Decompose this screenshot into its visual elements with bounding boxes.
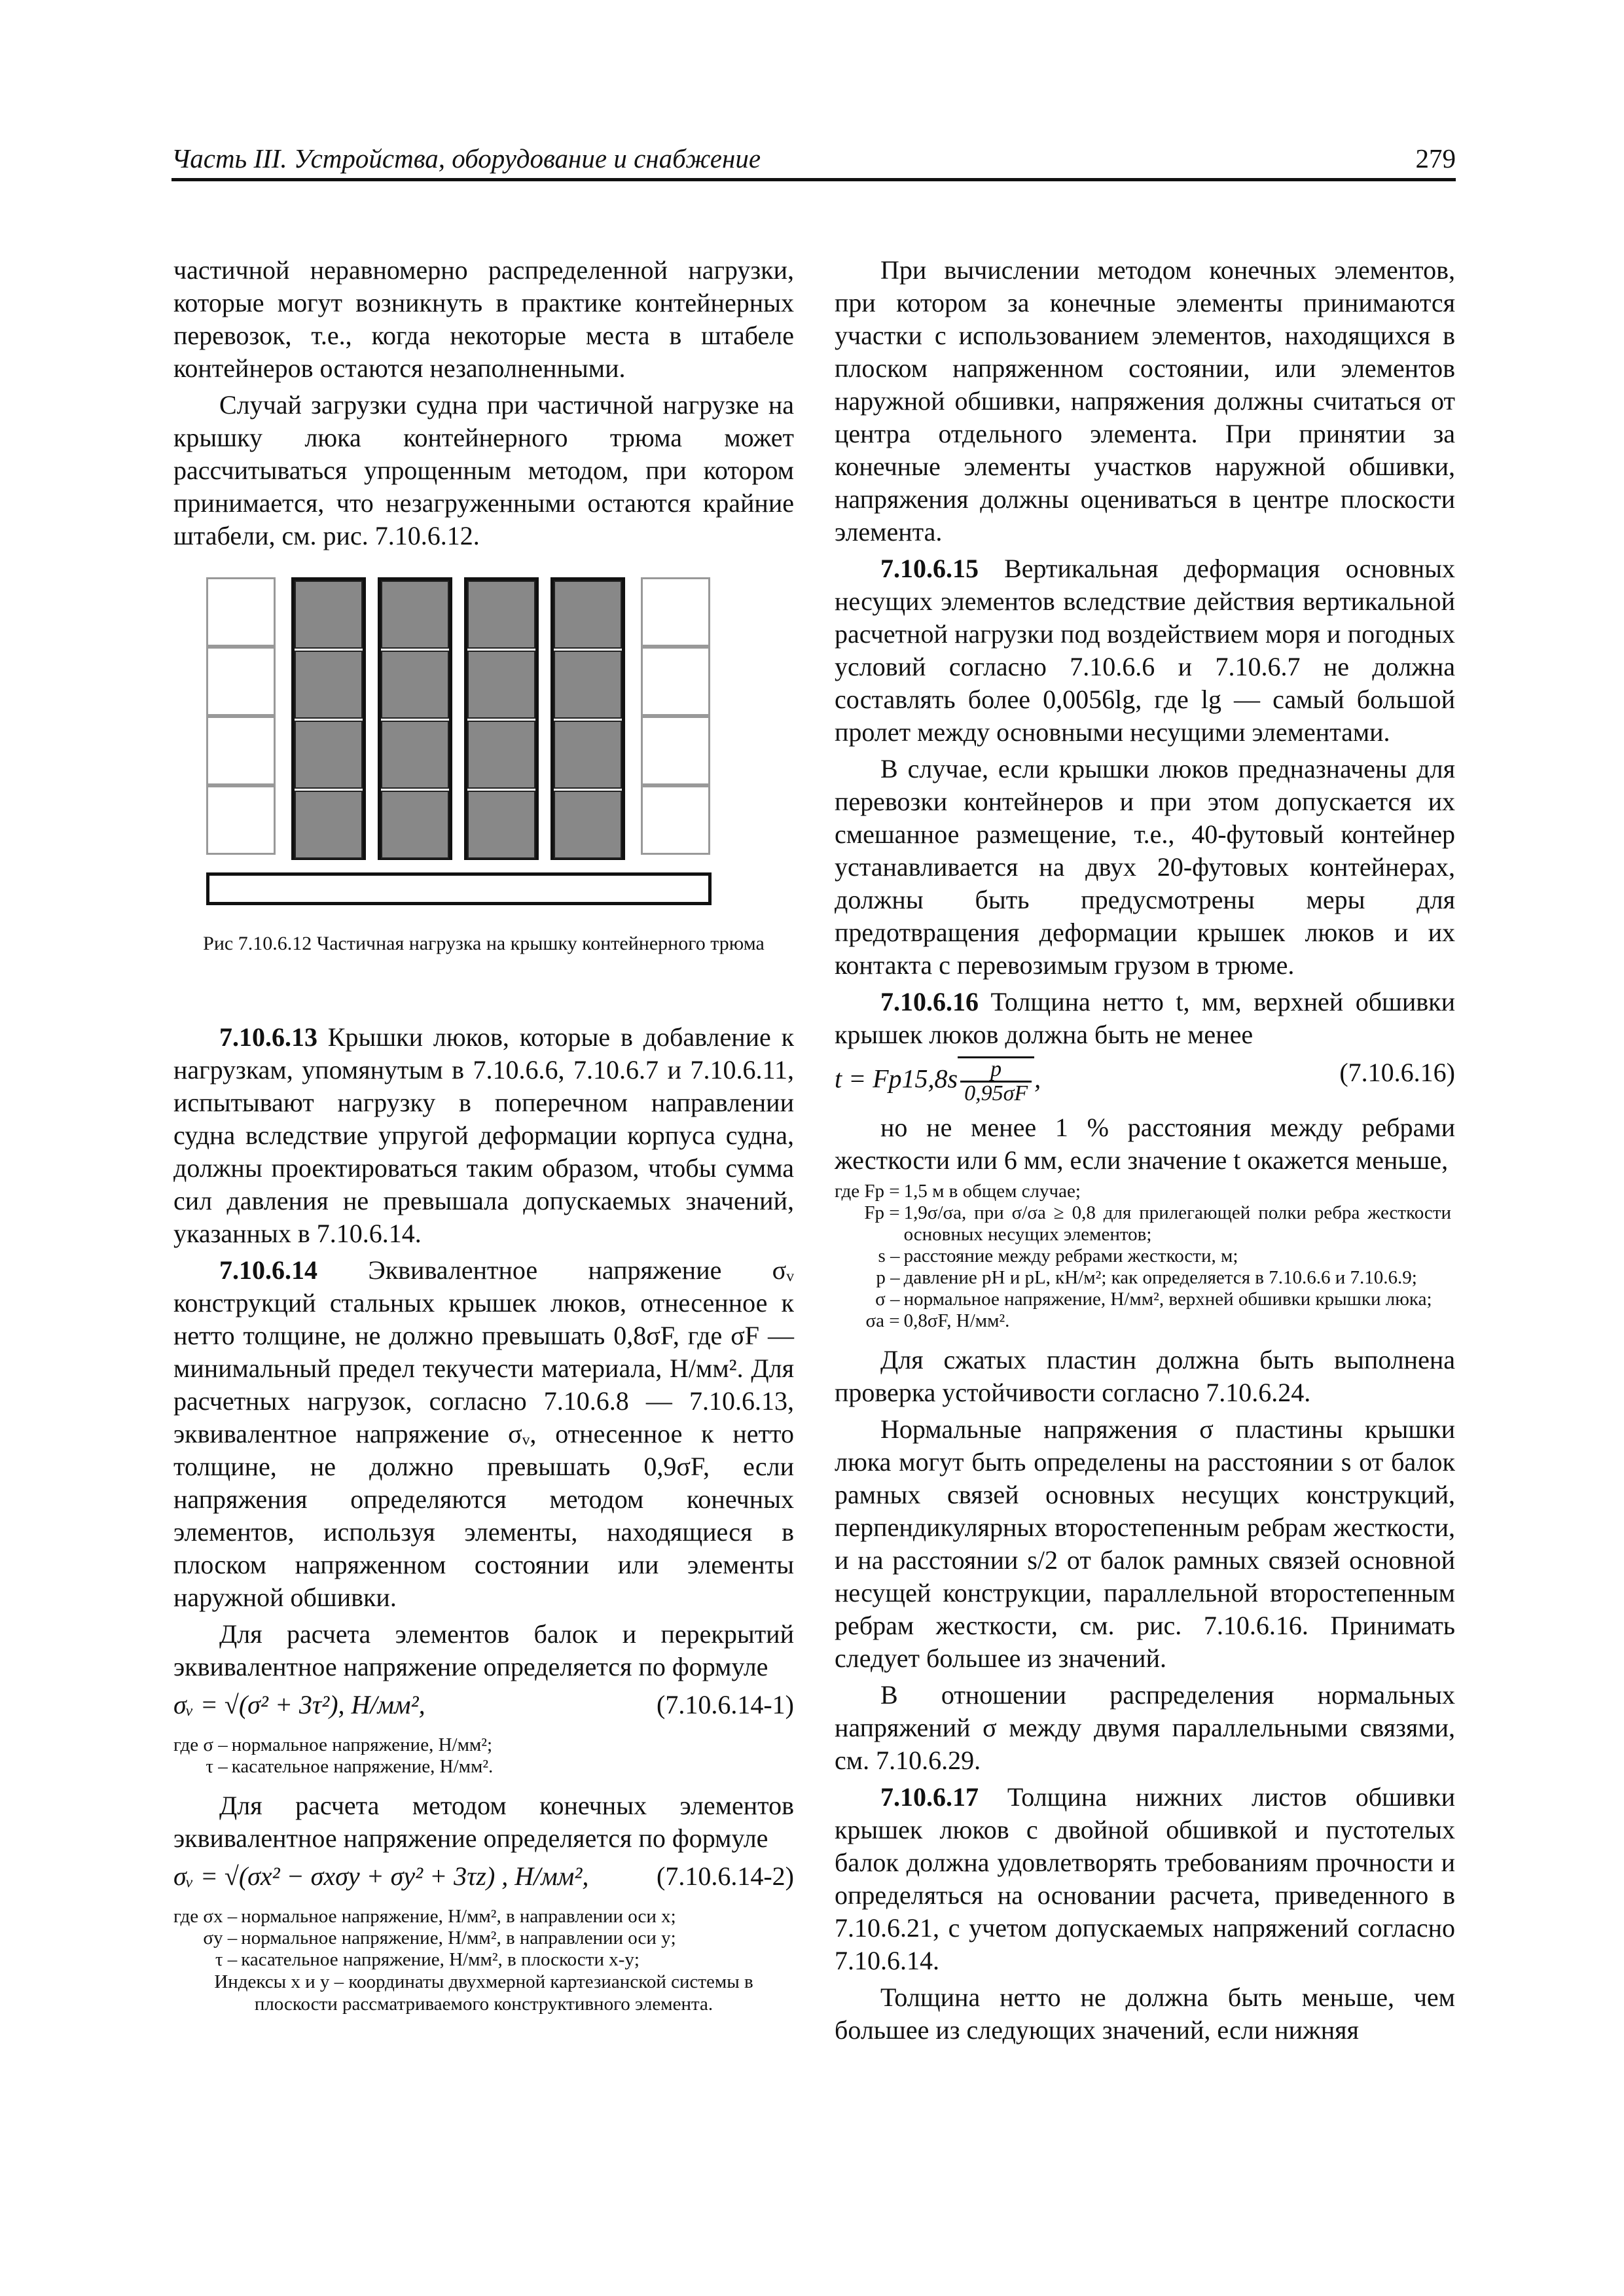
empty-container-cell xyxy=(641,785,710,855)
paragraph: Для расчета элементов балок и перекрытий эквивалентное напряжение определяется по формуле xyxy=(173,1619,794,1681)
formula-7-10-6-14-2 xyxy=(173,1860,794,1897)
clause-number: 7.10.6.15 xyxy=(880,554,979,583)
formula-legend: где σ – нормальное напряжение, Н/мм²; τ – касательное напряжение, Н/мм². xyxy=(173,1734,494,1777)
figure-caption: Рис 7.10.6.12 Частичная нагрузка на крышку контейнерного трюма xyxy=(203,933,765,954)
clause-number: 7.10.6.16 xyxy=(880,987,979,1016)
empty-container-cell xyxy=(206,716,276,785)
empty-container-cell xyxy=(641,647,710,716)
paragraph: Случай загрузки судна при частичной нагрузке на крышку люка контейнерного трюма может рассчитываться упрощенным методом, при котором принимается, что незагруженными остаются крайние штабели, см. рис. 7.10.6.12. xyxy=(173,390,794,550)
paragraph: Для расчета методом конечных элементов эквивалентное напряжение определяется по формуле xyxy=(173,1791,794,1853)
formula-number: (7.10.6.16) xyxy=(1339,1058,1455,1087)
paragraph: В случае, если крышки люков предназначены для перевозки контейнеров и при этом допускается их смешанное размещение, т.е., 40-футовый контейнер устанавливается на двух 20-футовых контейнерах, должны быть предусмотрены меры для предотвращения деформации крышек люков и их контакта с перевозимым грузом в трюме. xyxy=(835,754,1455,980)
formula-expression: t = Fp15,8s $\frac{p}{0,95\sigma F}$ , xyxy=(835,1057,1041,1105)
right-column xyxy=(835,254,1455,2051)
paragraph: Нормальные напряжения σ пластины крышки люка могут быть определены на расстоянии s от балок рамных связей основных несущих конструкций, перпендикулярных второстепенным ребрам жесткости, и на расстоянии s/2 от балок рамных связей основной несущей конструкции, параллельной второстепенным ребрам жесткости, см. рис. 7.10.6.16. Принимать следует большее из значений. xyxy=(835,1414,1455,1673)
empty-container-cell xyxy=(206,577,276,647)
loaded-container-stack xyxy=(550,577,625,860)
formula-7-10-6-14-1 xyxy=(173,1689,794,1725)
paragraph: 7.10.6.14 Эквивалентное напряжение σᵥ конструкций стальных крышек люков, отнесенное к нетто толщине, не должно превышать 0,8σF, где σF — минимальный предел текучести материала, Н/мм². Для расчетных нагрузок, согласно 7.10.6.8 — 7.10.6.13, эквивалентное напряжение σᵥ, отнесенное к нетто толщине, не должно превышать 0,9σF, если напряжения определяются методом конечных элементов, используя элементы, находящиеся в плоском напряженном состоянии или элементы наружной обшивки. xyxy=(173,1255,794,1612)
paragraph: 7.10.6.15 Вертикальная деформация основных несущих элементов вследствие действия вертикальной расчетной нагрузки под воздействием моря и погодных условий согласно 7.10.6.6 и 7.10.6.7 не должна составлять более 0,0056lg, где lg — самый большой пролет между основными несущими элементами. xyxy=(835,554,1455,747)
loaded-container-stack xyxy=(378,577,452,860)
formula-number: (7.10.6.14-2) xyxy=(657,1861,794,1891)
paragraph: Для сжатых пластин должна быть выполнена проверка устойчивости согласно 7.10.6.24. xyxy=(835,1345,1455,1407)
clause-number: 7.10.6.14 xyxy=(219,1255,317,1285)
formula-note: Индексы x и y – координаты двухмерной картезианской системы в плоскости рассматриваемого конструктивного элемента. xyxy=(214,1971,753,2015)
empty-container-cell xyxy=(641,577,710,647)
clause-number: 7.10.6.13 xyxy=(219,1022,317,1052)
empty-container-cell xyxy=(206,785,276,855)
formula-legend: где Fp = 1,5 м в общем случае; Fp = 1,9σ/σa, при σ/σa ≥ 0,8 для прилегающей полки ребра жесткости основных несущих элементов; s – расстояние между ребрами жесткости, м; p – давление pH и pL, кН/м²; как определяется в 7.10.6.6 и 7.10.6.9; σ – нормальное напряжение, Н/мм², верхней обшивки крышки люка; σa = 0,8σF, Н/мм². xyxy=(835,1181,1451,1331)
paragraph: При вычислении методом конечных элементов, при котором за конечные элементы принимаются участки с использованием элементов, находящихся в плоском напряженном состоянии, или элементов наружной обшивки, напряжения должны считаться от центра отдельного элемента. При принятии за конечные элементы участков наружной обшивки, напряжения должны оцениваться в центре плоскости элемента. xyxy=(835,255,1455,547)
paragraph: но не менее 1 % расстояния между ребрами жесткости или 6 мм, если значение t окажется меньше, xyxy=(835,1113,1455,1175)
paragraph: В отношении распределения нормальных напряжений σ между двумя параллельными связями, см. 7.10.6.29. xyxy=(835,1680,1455,1775)
page-number: 279 xyxy=(1415,143,1456,173)
paragraph: частичной неравномерно распределенной нагрузки, которые могут возникнуть в практике контейнерных перевозок, т.е., когда некоторые места в штабеле контейнеров остаются незаполненными. xyxy=(173,255,794,383)
formula-expression: σᵥ = √(σx² − σxσy + σy² + 3τz) , Н/мм², xyxy=(173,1861,589,1891)
formula-number: (7.10.6.14-1) xyxy=(657,1690,794,1719)
running-title: Часть III. Устройства, оборудование и снабжение xyxy=(171,143,761,173)
paragraph: 7.10.6.16 Толщина нетто t, мм, верхней обшивки крышек люков должна быть не менее xyxy=(835,987,1455,1049)
paragraph: 7.10.6.17 Толщина нижних листов обшивки крышек люков с двойной обшивкой и пустотелых балок должна удовлетворять требованиям прочности и определяться на основании расчета, приведенного в 7.10.6.21, с учетом допускаемых напряжений согласно 7.10.6.14. xyxy=(835,1782,1455,1975)
paragraph: 7.10.6.13 Крышки люков, которые в добавление к нагрузкам, упомянутым в 7.10.6.6, 7.10.6.7 и 7.10.6.11, испытывают нагрузку в поперечном направлении судна вследствие упругой деформации корпуса судна, должны проектироваться таким образом, чтобы сумма сил давления не превышала допускаемых значений, указанных в 7.10.6.14. xyxy=(173,1022,794,1248)
hatch-cover-deck xyxy=(206,872,712,905)
page-header xyxy=(171,145,1456,181)
formula-7-10-6-16 xyxy=(835,1056,1455,1105)
paragraph: Толщина нетто не должна быть меньше, чем большее из следующих значений, если нижняя xyxy=(835,1982,1455,2045)
formula-legend: где σx – нормальное напряжение, Н/мм², в направлении оси x; σy – нормальное напряжение, Н/мм², в направлении оси y; τ – касательное напряжение, Н/мм², в плоскости x-y; Индексы x и y – координаты двухмерной картезианской системы в плоскости рассматриваемого конструктивного элемента. xyxy=(173,1906,794,2015)
clause-number: 7.10.6.17 xyxy=(880,1782,979,1812)
left-column xyxy=(173,254,794,2027)
loaded-container-stack xyxy=(291,577,366,860)
loaded-container-stack xyxy=(464,577,539,860)
figure-partial-load xyxy=(173,568,794,987)
empty-container-cell xyxy=(641,716,710,785)
formula-expression: σᵥ = √(σ² + 3τ²), Н/мм², xyxy=(173,1690,425,1719)
empty-container-cell xyxy=(206,647,276,716)
